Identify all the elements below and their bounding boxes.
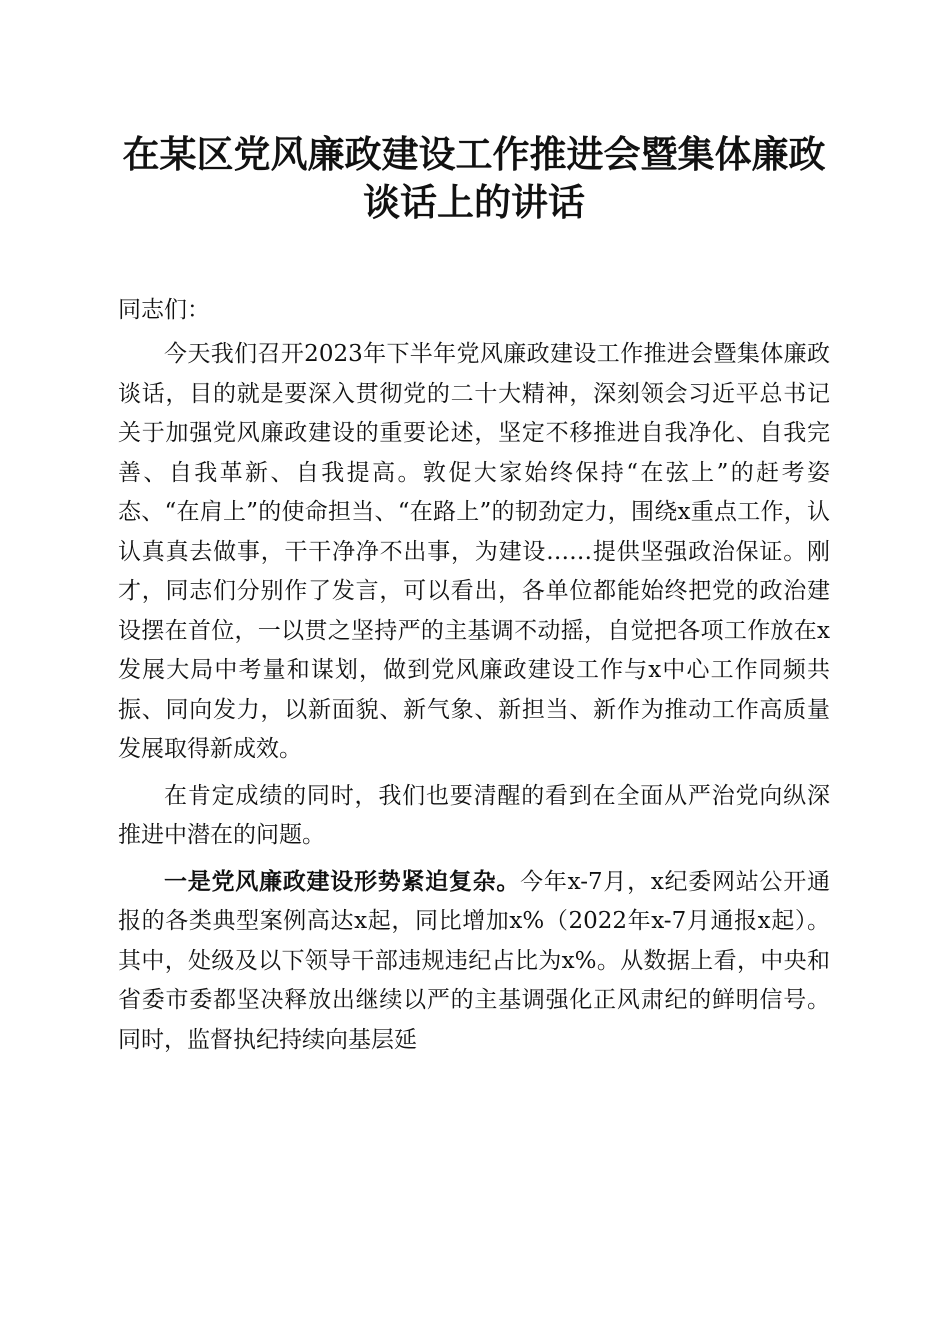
paragraph-text: 今年x-7月，x纪委网站公开通报的各类典型案例高达x起，同比增加x%（2022年x-7月通报x起）。其中，处级及以下领导干部违规违纪占比为x%。从数据上看，中央和省委市委都坚决释放出继续以严的主基调强化正风肃纪的鲜明信号。同时，监督执纪持续向基层延 [118,868,830,1053]
document-title: 在某区党风廉政建设工作推进会暨集体廉政谈话上的讲话 [122,132,826,224]
paragraph-2 [118,776,830,856]
paragraph-text: 今天我们召开2023年下半年党风廉政建设工作推进会暨集体廉政谈话，目的就是要深入贯彻党的二十大精神，深刻领会习近平总书记关于加强党风廉政建设的重要论述，坚定不移推进自我净化、自我完善、自我革新、自我提高。敦促大家始终保持“在弦上”的赶考姿态、“在肩上”的使命担当、“在路上”的韧劲定力，围绕x重点工作，认认真真去做事，干干净净不出事，为建设……提供坚强政治保证。刚才，同志们分别作了发言，可以看出，各单位都能始终把党的政治建设摆在首位，一以贯之坚持严的主基调不动摇，自觉把各项工作放在x发展大局中考量和谋划，做到党风廉政建设工作与x中心工作同频共振、同向发力，以新面貌、新气象、新担当、新作为推动工作高质量发展取得新成效。 [118,341,830,762]
paragraph-text: 在肯定成绩的同时，我们也要清醒的看到在全面从严治党向纵深推进中潜在的问题。 [118,782,830,848]
paragraph-3 [118,862,830,1061]
document-page [118,130,830,1060]
paragraph-1 [118,334,830,770]
salutation: 同志们： [118,297,210,323]
paragraph-lead: 一是党风廉政建设形势紧迫复杂。 [164,867,521,895]
